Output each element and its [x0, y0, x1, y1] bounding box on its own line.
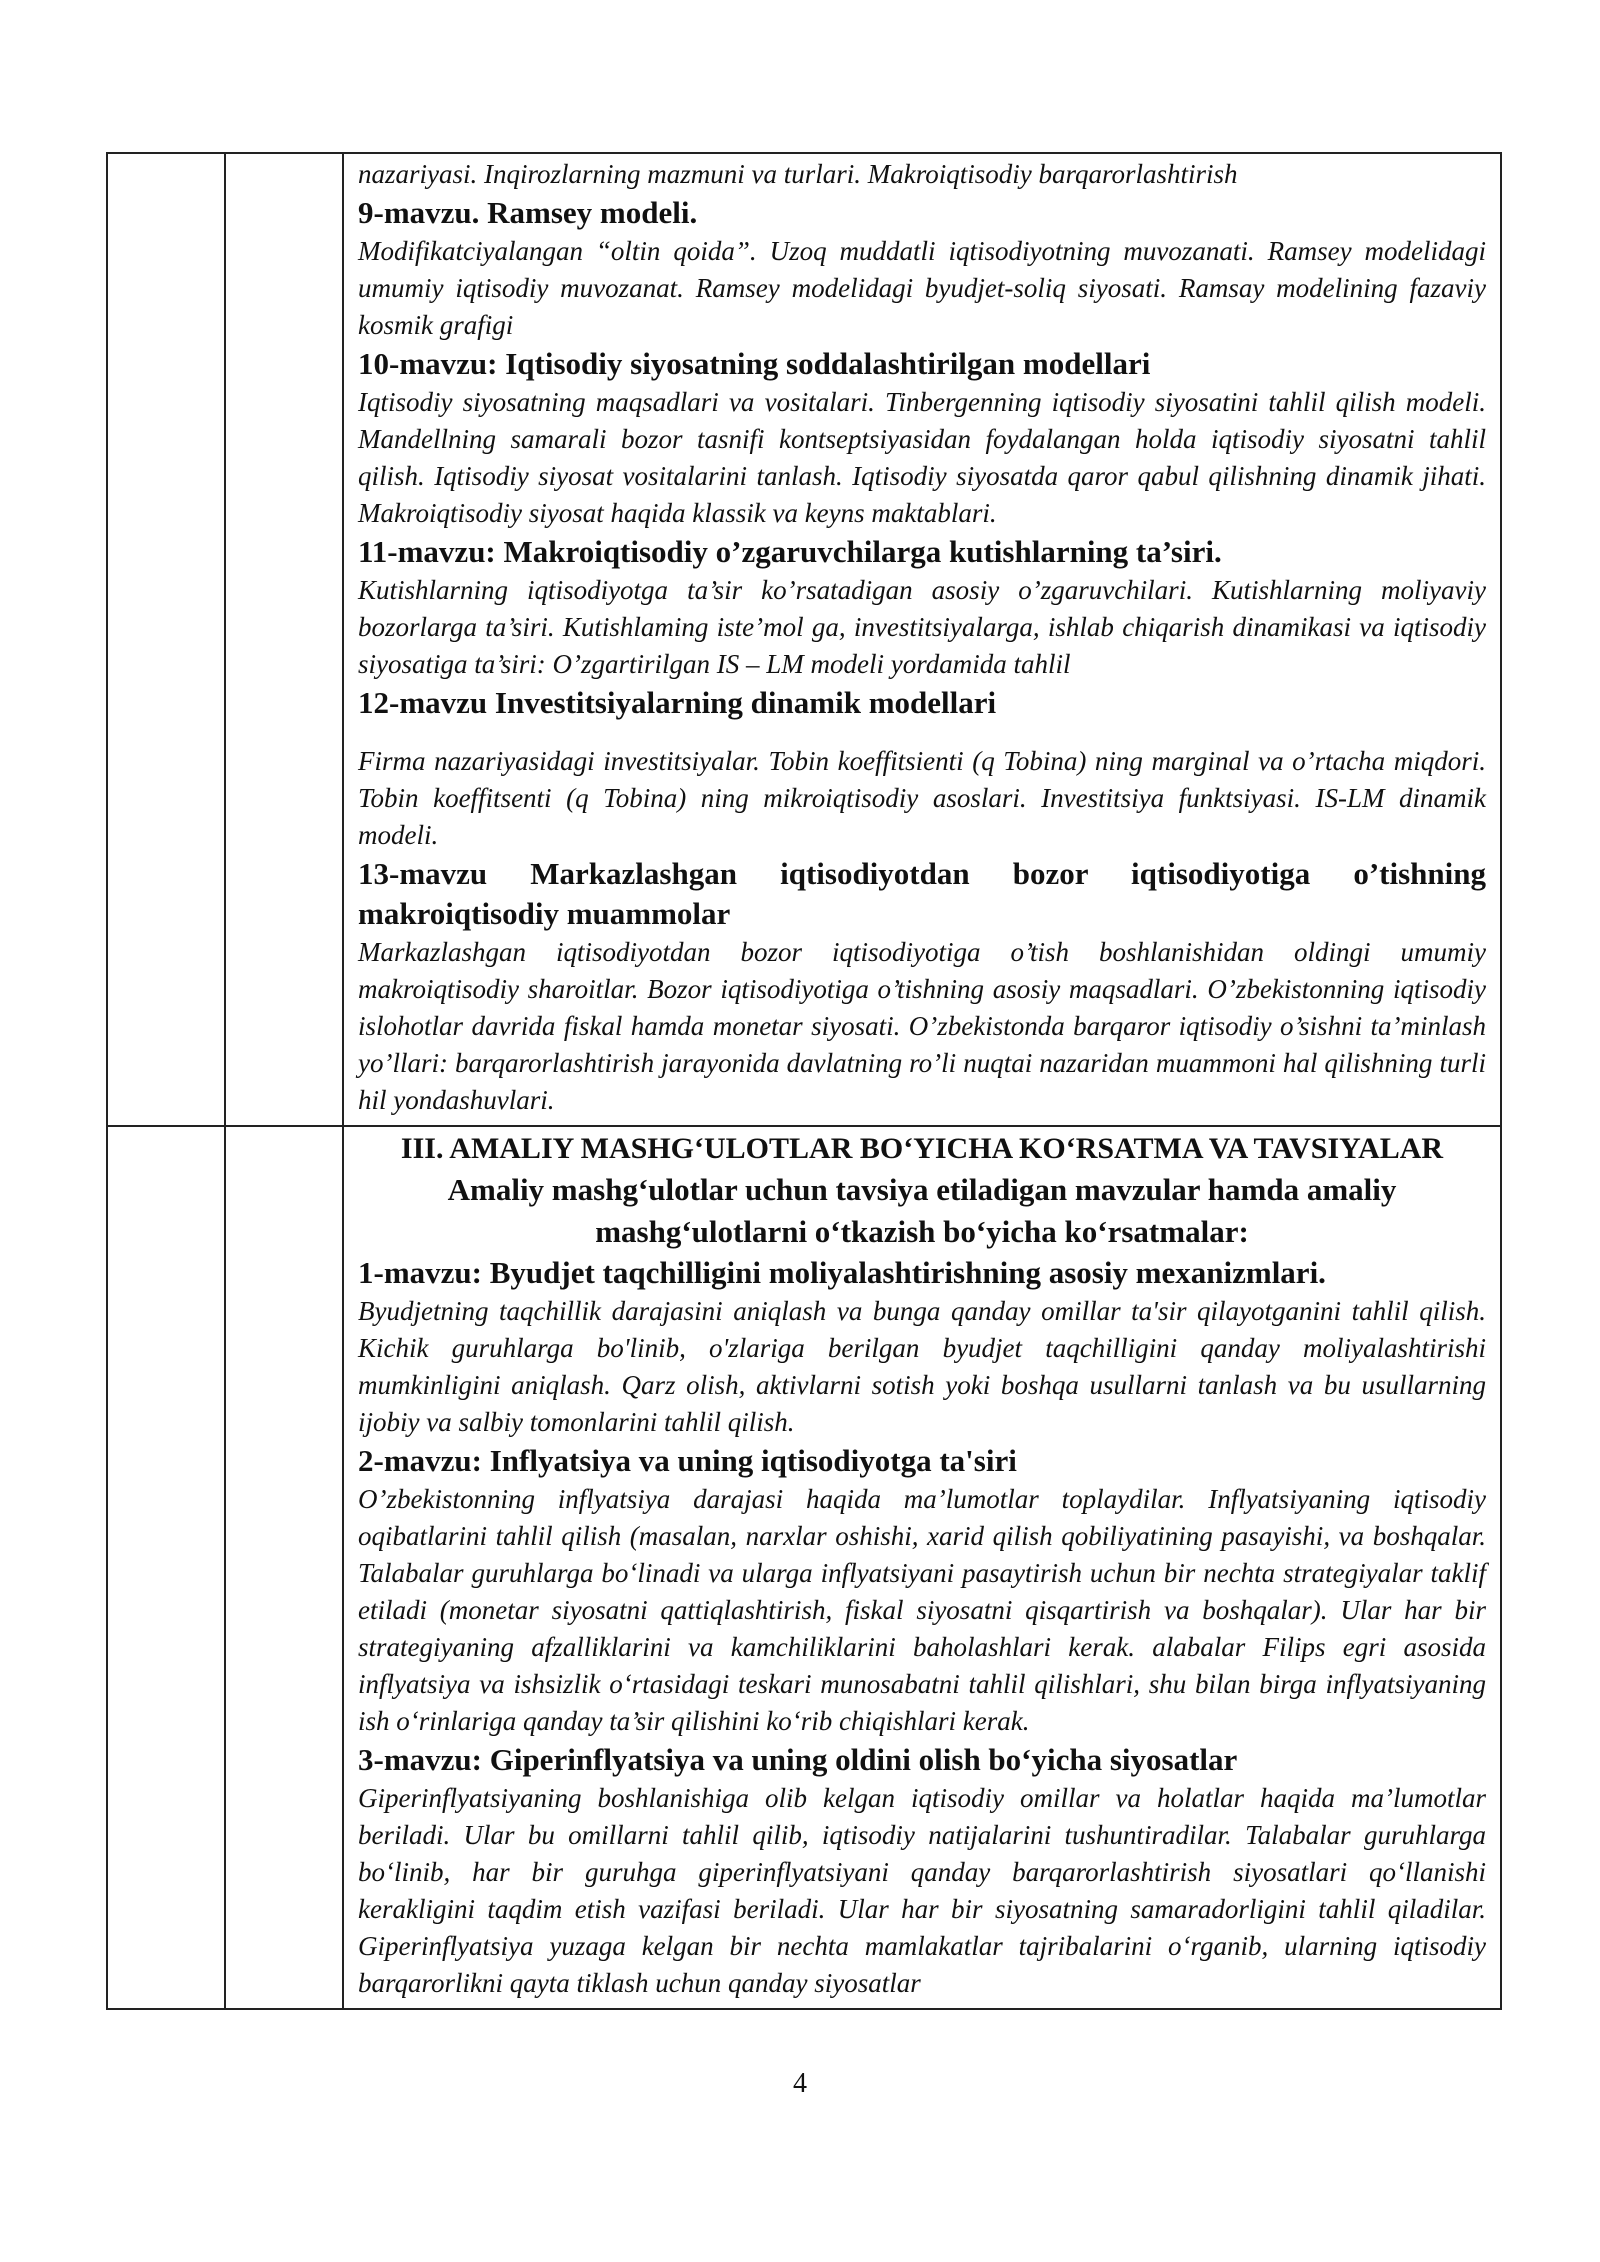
empty-cell — [225, 1126, 343, 2009]
empty-cell — [107, 1126, 225, 2009]
topic-description: Kutishlarning iqtisodiyotga ta’sir ko’rsatadigan asosiy o’zgaruvchilari. Kutishlarning moliyaviy bozorlarga ta’siri. Kutishlaming iste’mol ga, investitsiyalarga, ishlab chiqarish dinamikasi va iqtisodiy siyosatiga ta’siri: O’zgartirilgan IS – LM modeli yordamida tahlil — [358, 575, 1486, 679]
practical-content — [344, 1127, 1500, 2008]
topic-heading: 12-mavzu Investitsiyalarning dinamik modellari — [358, 685, 997, 720]
table-row — [107, 1126, 1501, 2009]
topic-description: Modifikatciyalangan “oltin qoida”. Uzoq muddatli iqtisodiyotning muvozanati. Ramsey modelidagi umumiy iqtisodiy muvozanat. Ramsey modelidagi byudjet-soliq siyosati. Ramsay modelining fazaviy kosmik grafigi — [358, 236, 1486, 340]
topic-description: nazariyasi. Inqirozlarning mazmuni va turlari. Makroiqtisodiy barqarorlashtirish — [358, 159, 1238, 189]
topic-heading: 10-mavzu: Iqtisodiy siyosatning soddalashtirilgan modellari — [358, 346, 1151, 381]
topic-heading: 1-mavzu: Byudjet taqchilligini moliyalashtirishning asosiy mexanizmlari. — [358, 1255, 1326, 1290]
page-number: 4 — [793, 2068, 807, 2099]
section-title: III. AMALIY MASHG‘ULOTLAR BO‘YICHA KO‘RSATMA VA TAVSIYALAR — [400, 1132, 1444, 1165]
empty-cell — [225, 153, 343, 1126]
topics-content — [344, 154, 1500, 1125]
content-table — [106, 152, 1502, 2010]
section-subtitle: Amaliy mashg‘ulotlar uchun tavsiya etiladigan mavzular hamda amaliy mashg‘ulotlarni o‘tkazish bo‘yicha ko‘rsatmalar: — [447, 1172, 1397, 1249]
topic-description: Markazlashgan iqtisodiyotdan bozor iqtisodiyotiga o’tish boshlanishidan oldingi umumiy makroiqtisodiy sharoitlar. Bozor iqtisodiyotiga o’tishning asosiy maqsadlari. O’zbekistonning iqtisodiy islohotlar davrida fiskal hamda monetar siyosati. O’zbekistonda barqaror iqtisodiy o’sishni ta’minlash yo’llari: barqarorlashtirish jarayonida davlatning ro’li nuqtai nazaridan muammoni hal qilishning turli hil yondashuvlari. — [358, 937, 1486, 1115]
topic-heading: makroiqtisodiy muammolar — [358, 896, 731, 931]
practical-cell — [343, 1126, 1501, 2009]
topic-description: Iqtisodiy siyosatning maqsadlari va vositalari. Tinbergenning iqtisodiy siyosatini tahlil qilish modeli. Mandellning samarali bozor tasnifi kontseptsiyasidan foydalangan holda iqtisodiy siyosatni tahlil qilish. Iqtisodiy siyosat vositalarini tanlash. Iqtisodiy siyosatda qaror qabul qilishning dinamik jihati. Makroiqtisodiy siyosat haqida klassik va keyns maktablari. — [358, 387, 1486, 528]
topic-description: Firma nazariyasidagi investitsiyalar. Tobin koeffitsienti (q Tobina) ning marginal va o’rtacha miqdori. Tobin koeffitsenti (q Tobina) ning mikroiqtisodiy asoslari. Investitsiya funktsiyasi. IS-LM dinamik modeli. — [358, 746, 1486, 850]
table-row — [107, 153, 1501, 1126]
spacer — [358, 723, 1486, 743]
empty-cell — [107, 153, 225, 1126]
topic-heading: 13-mavzu Markazlashgan iqtisodiyotdan bozor iqtisodiyotiga o’tishning — [358, 856, 1486, 891]
topic-description: Byudjetning taqchillik darajasini aniqlash va bunga qanday omillar ta'sir qilayotganini tahlil qilish. Kichik guruhlarga bo'linib, o'zlariga berilgan byudjet taqchilligini qanday moliyalashtirishi mumkinligini aniqlash. Qarz olish, aktivlarni sotish yoki boshqa usullarni tanlash va bu usullarning ijobiy va salbiy tomonlarini tahlil qilish. — [358, 1296, 1486, 1437]
topic-heading: 2-mavzu: Inflyatsiya va uning iqtisodiyotga ta'siri — [358, 1443, 1017, 1478]
topics-cell — [343, 153, 1501, 1126]
topic-heading: 3-mavzu: Giperinflyatsiya va uning oldini olish bo‘yicha siyosatlar — [358, 1742, 1238, 1777]
topic-description: Giperinflyatsiyaning boshlanishiga olib kelgan iqtisodiy omillar va holatlar haqida ma’lumotlar beriladi. Ular bu omillarni tahlil qilib, iqtisodiy natijalarini tushuntiradilar. Talabalar guruhlarga bo‘linib, har bir guruhga giperinflyatsiyani qanday barqarorlashtirish siyosatlari qo‘llanishi kerakligini taqdim etish vazifasi beriladi. Ular har bir siyosatning samaradorligini tahlil qiladilar. Giperinflyatsiya yuzaga kelgan bir nechta mamlakatlar tajribalarini o‘rganib, ularning iqtisodiy barqarorlikni qayta tiklash uchun qanday siyosatlar — [358, 1783, 1486, 1998]
topic-heading: 11-mavzu: Makroiqtisodiy o’zgaruvchilarga kutishlarning ta’siri. — [358, 534, 1222, 569]
topic-heading: 9-mavzu. Ramsey modeli. — [358, 195, 698, 230]
topic-description: O’zbekistonning inflyatsiya darajasi haqida ma’lumotlar toplaydilar. Inflyatsiyaning iqtisodiy oqibatlarini tahlil qilish (masalan, narxlar oshishi, xarid qilish qobiliyatining pasayishi, va boshqalar. Talabalar guruhlarga bo‘linadi va ularga inflyatsiyani pasaytirish uchun bir nechta strategiyalar taklif etiladi (monetar siyosatni qattiqlashtirish, fiskal siyosatni qisqartirish va boshqalar). Ular har bir strategiyaning afzalliklarini va kamchiliklarini baholashlari kerak. alabalar Filips egri asosida inflyatsiya va ishsizlik o‘rtasidagi teskari munosabatni tahlil qilishlari, shu bilan birga inflyatsiyaning ish o‘rinlariga qanday ta’sir qilishini ko‘rib chiqishlari kerak. — [358, 1484, 1486, 1736]
